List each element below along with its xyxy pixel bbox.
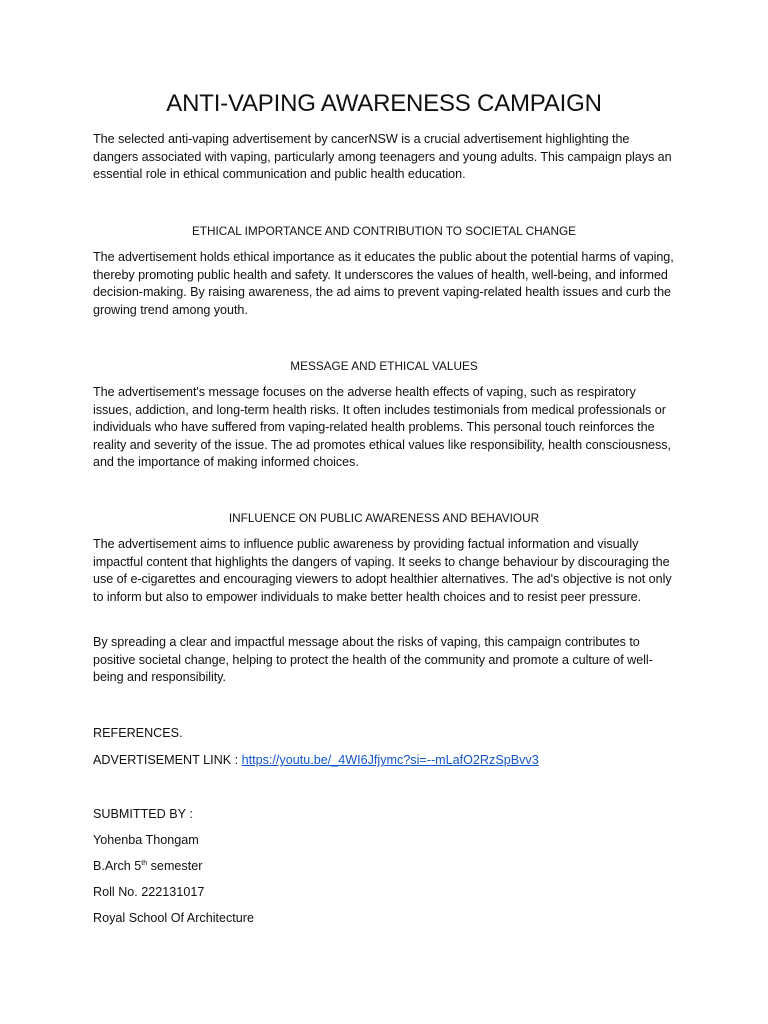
intro-paragraph: The selected anti-vaping advertisement by cancerNSW is a crucial advertisement highlighting the dangers associated with vaping, particularly among teenagers and young adults. This campaign plays an essential role in ethical communication and public health education.	[93, 132, 672, 182]
school-name: Royal School Of Architecture	[93, 911, 254, 925]
course-semester	[93, 858, 202, 874]
student-name: Yohenba Thongam	[93, 833, 199, 847]
course-suffix: semester	[147, 859, 203, 873]
course-superscript: th	[141, 859, 148, 867]
ethical-importance-paragraph: The advertisement holds ethical importance as it educates the public about the potential harms of vaping, thereby promoting public health and safety. It underscores the values of health, well-being, and informed decision-making. By raising awareness, the ad aims to prevent vaping-related health issues and curb the growing trend among youth.	[93, 250, 674, 317]
course-prefix: B.Arch 5	[93, 859, 142, 873]
advertisement-link[interactable]: https://youtu.be/_4WI6Jfjymc?si=--mLafO2RzSpBvv3	[241, 753, 539, 767]
section-heading-message-values: MESSAGE AND ETHICAL VALUES	[290, 359, 478, 373]
submitted-by-heading: SUBMITTED BY :	[93, 807, 193, 821]
section-heading-influence: INFLUENCE ON PUBLIC AWARENESS AND BEHAVIOUR	[228, 511, 540, 525]
section-heading-ethical-importance: ETHICAL IMPORTANCE AND CONTRIBUTION TO SOCIETAL CHANGE	[191, 224, 577, 238]
document-title: ANTI-VAPING AWARENESS CAMPAIGN	[166, 90, 602, 117]
influence-paragraph-2: By spreading a clear and impactful message about the risks of vaping, this campaign contributes to positive societal change, helping to protect the health of the community and promote a culture of well-being and responsibility.	[93, 635, 653, 685]
influence-paragraph-1: The advertisement aims to influence public awareness by providing factual information and visually impactful content that highlights the dangers of vaping. It seeks to change behaviour by discouraging the use of e-cigarettes and encouraging viewers to adopt healthier alternatives. The ad's objective is not only to inform but also to empower individuals to make better health choices and to resist peer pressure.	[93, 537, 672, 604]
advertisement-link-line	[93, 752, 539, 768]
roll-number: Roll No. 222131017	[93, 885, 205, 899]
message-values-paragraph: The advertisement's message focuses on the adverse health effects of vaping, such as respiratory issues, addiction, and long-term health risks. It often includes testimonials from medical professionals or individuals who have suffered from vaping-related health problems. This personal touch reinforces the reality and severity of the issue. The ad promotes ethical values like responsibility, health consciousness, and the importance of making informed choices.	[93, 385, 671, 470]
advertisement-link-label: ADVERTISEMENT LINK :	[93, 753, 242, 767]
references-heading: REFERENCES.	[93, 726, 183, 740]
